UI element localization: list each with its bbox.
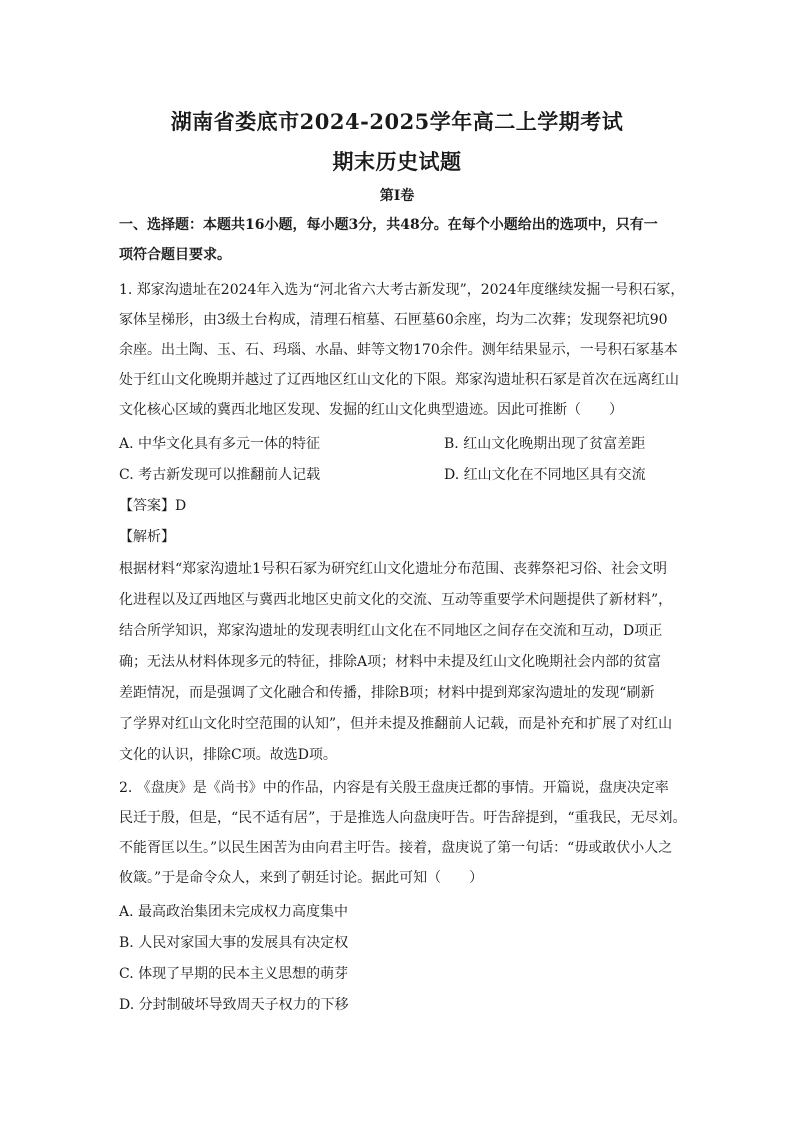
q1-stem-line: 处于红山文化晚期并越过了辽西地区红山文化的下限。郑家沟遗址积石冢是首次在远离红山 — [119, 372, 679, 388]
q1-analysis-label: 【解析】 — [119, 529, 175, 545]
q2-stem-line: 2. 《盘庚》是《尚书》中的作品，内容是有关殷王盘庚迁都的事情。开篇说，盘庚决定率 — [119, 780, 669, 796]
q1-analysis-line: 化进程以及辽西地区与冀西北地区史前文化的交流、互动等重要学术问题提供了新材料”， — [119, 592, 673, 608]
q2-option-a: A. 最高政治集团未完成权力高度集中 — [119, 904, 349, 920]
q1-analysis-line: 结合所学知识，郑家沟遗址的发现表明红山文化在不同地区之间存在交流和互动，D项正 — [119, 623, 663, 639]
q1-analysis-line: 差距情况，而是强调了文化融合和传播，排除B项；材料中提到郑家沟遗址的发现“刷新 — [119, 685, 655, 701]
q1-stem-line: 冢体呈梯形，由3级土台构成，清理石棺墓、石匣墓60余座，均为二次葬；发现祭祀坑90 — [119, 312, 668, 328]
section-instructions-line2: 项符合题目要求。 — [119, 247, 231, 263]
exam-title: 湖南省娄底市2024-2025学年高二上学期考试 — [170, 109, 624, 134]
q1-option-b: B. 红山文化晚期出现了贫富差距 — [444, 436, 646, 452]
q1-analysis-line: 文化的认识，排除C项。故选D项。 — [119, 747, 337, 763]
q1-stem-line: 文化核心区域的冀西北地区发现、发掘的红山文化典型遗迹。因此可推断（ ） — [119, 402, 623, 418]
q1-option-d: D. 红山文化在不同地区具有交流 — [444, 467, 646, 483]
q1-option-c: C. 考古新发现可以推翻前人记载 — [119, 467, 321, 483]
q1-stem-line: 余座。出土陶、玉、石、玛瑙、水晶、蚌等文物170余件。测年结果显示，一号积石冢基本 — [119, 342, 678, 358]
q1-answer: 【答案】D — [119, 498, 187, 514]
q2-stem-line: 不能胥匡以生。”以民生困苦为由向君主吁告。接着，盘庚说了第一句话：“毋或敢伏小人之 — [119, 840, 673, 856]
q1-analysis-line: 确；无法从材料体现多元的特征，排除A项；材料中未提及红山文化晚期社会内部的贫富 — [119, 654, 662, 670]
q1-stem-line: 1. 郑家沟遗址在2024年入选为“河北省六大考古新发现”，2024年度继续发掘一号积石冢， — [119, 282, 685, 298]
q1-option-a: A. 中华文化具有多元一体的特征 — [119, 436, 321, 452]
section-instructions-line1: 一、选择题：本题共16小题，每小题3分，共48分。在每个小题给出的选项中，只有一 — [119, 217, 658, 233]
q2-option-b: B. 人民对家国大事的发展具有决定权 — [119, 935, 349, 951]
q2-stem-line: 民迁于殷，但是，“民不适有居”，于是推选人向盘庚吁告。吁告辞提到，“重我民，无尽刘。 — [119, 810, 687, 826]
q1-analysis-line: 根据材料“郑家沟遗址1号积石冢为研究红山文化遗址分布范围、丧葬祭祀习俗、社会文明 — [119, 561, 668, 577]
exam-subtitle: 期末历史试题 — [332, 149, 462, 174]
q2-stem-line: 攸箴。”于是命令众人，来到了朝廷讨论。据此可知（ ） — [119, 870, 484, 886]
q2-option-c: C. 体现了早期的民本主义思想的萌芽 — [119, 966, 349, 982]
q1-analysis-line: 了学界对红山文化时空范围的认知”，但并未提及推翻前人记载，而是补充和扩展了对红山 — [119, 716, 673, 732]
q2-option-d: D. 分封制破坏导致周天子权力的下移 — [119, 997, 349, 1013]
volume-label: 第Ⅰ卷 — [379, 188, 415, 204]
